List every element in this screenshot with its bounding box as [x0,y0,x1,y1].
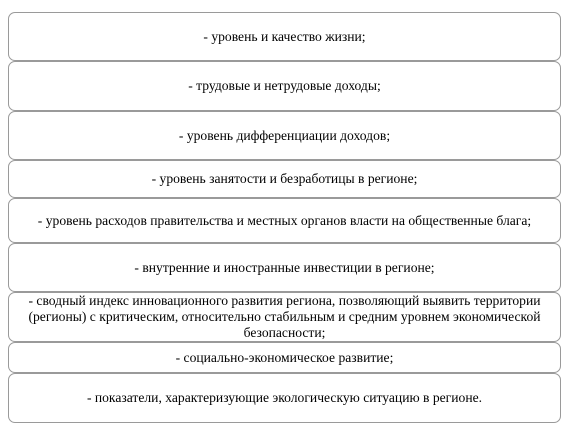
indicator-box-employment [8,160,561,198]
indicator-box-ecology [8,373,561,423]
indicator-text: - уровень и качество жизни; [203,28,366,44]
indicator-text: - социально-экономическое развитие; [175,349,394,365]
indicator-text: - уровень занятости и безработицы в регионе; [151,171,418,186]
indicator-box-government-spending [8,198,561,243]
indicator-text: - сводный индекс инновационного развития региона, позволяющий выявить территории (регионы) с критическим, относительно стабильным и средним уровнем экономической безопасности; [28,293,541,340]
indicator-text: - внутренние и иностранные инвестиции в регионе; [134,259,435,275]
indicator-box-socioeconomic [8,342,561,373]
indicator-text: - уровень дифференциации доходов; [178,127,391,143]
indicator-box-quality-of-life [8,12,561,61]
indicator-box-innovation-index [8,292,561,342]
indicator-text: - трудовые и нетрудовые доходы; [188,78,381,93]
indicator-text: - уровень расходов правительства и местных органов власти на общественные блага; [37,212,532,228]
indicator-box-investments [8,243,561,292]
indicator-text: - показатели, характеризующие экологическую ситуацию в регионе. [86,390,483,405]
indicator-box-incomes [8,61,561,111]
indicator-box-income-differentiation [8,111,561,160]
